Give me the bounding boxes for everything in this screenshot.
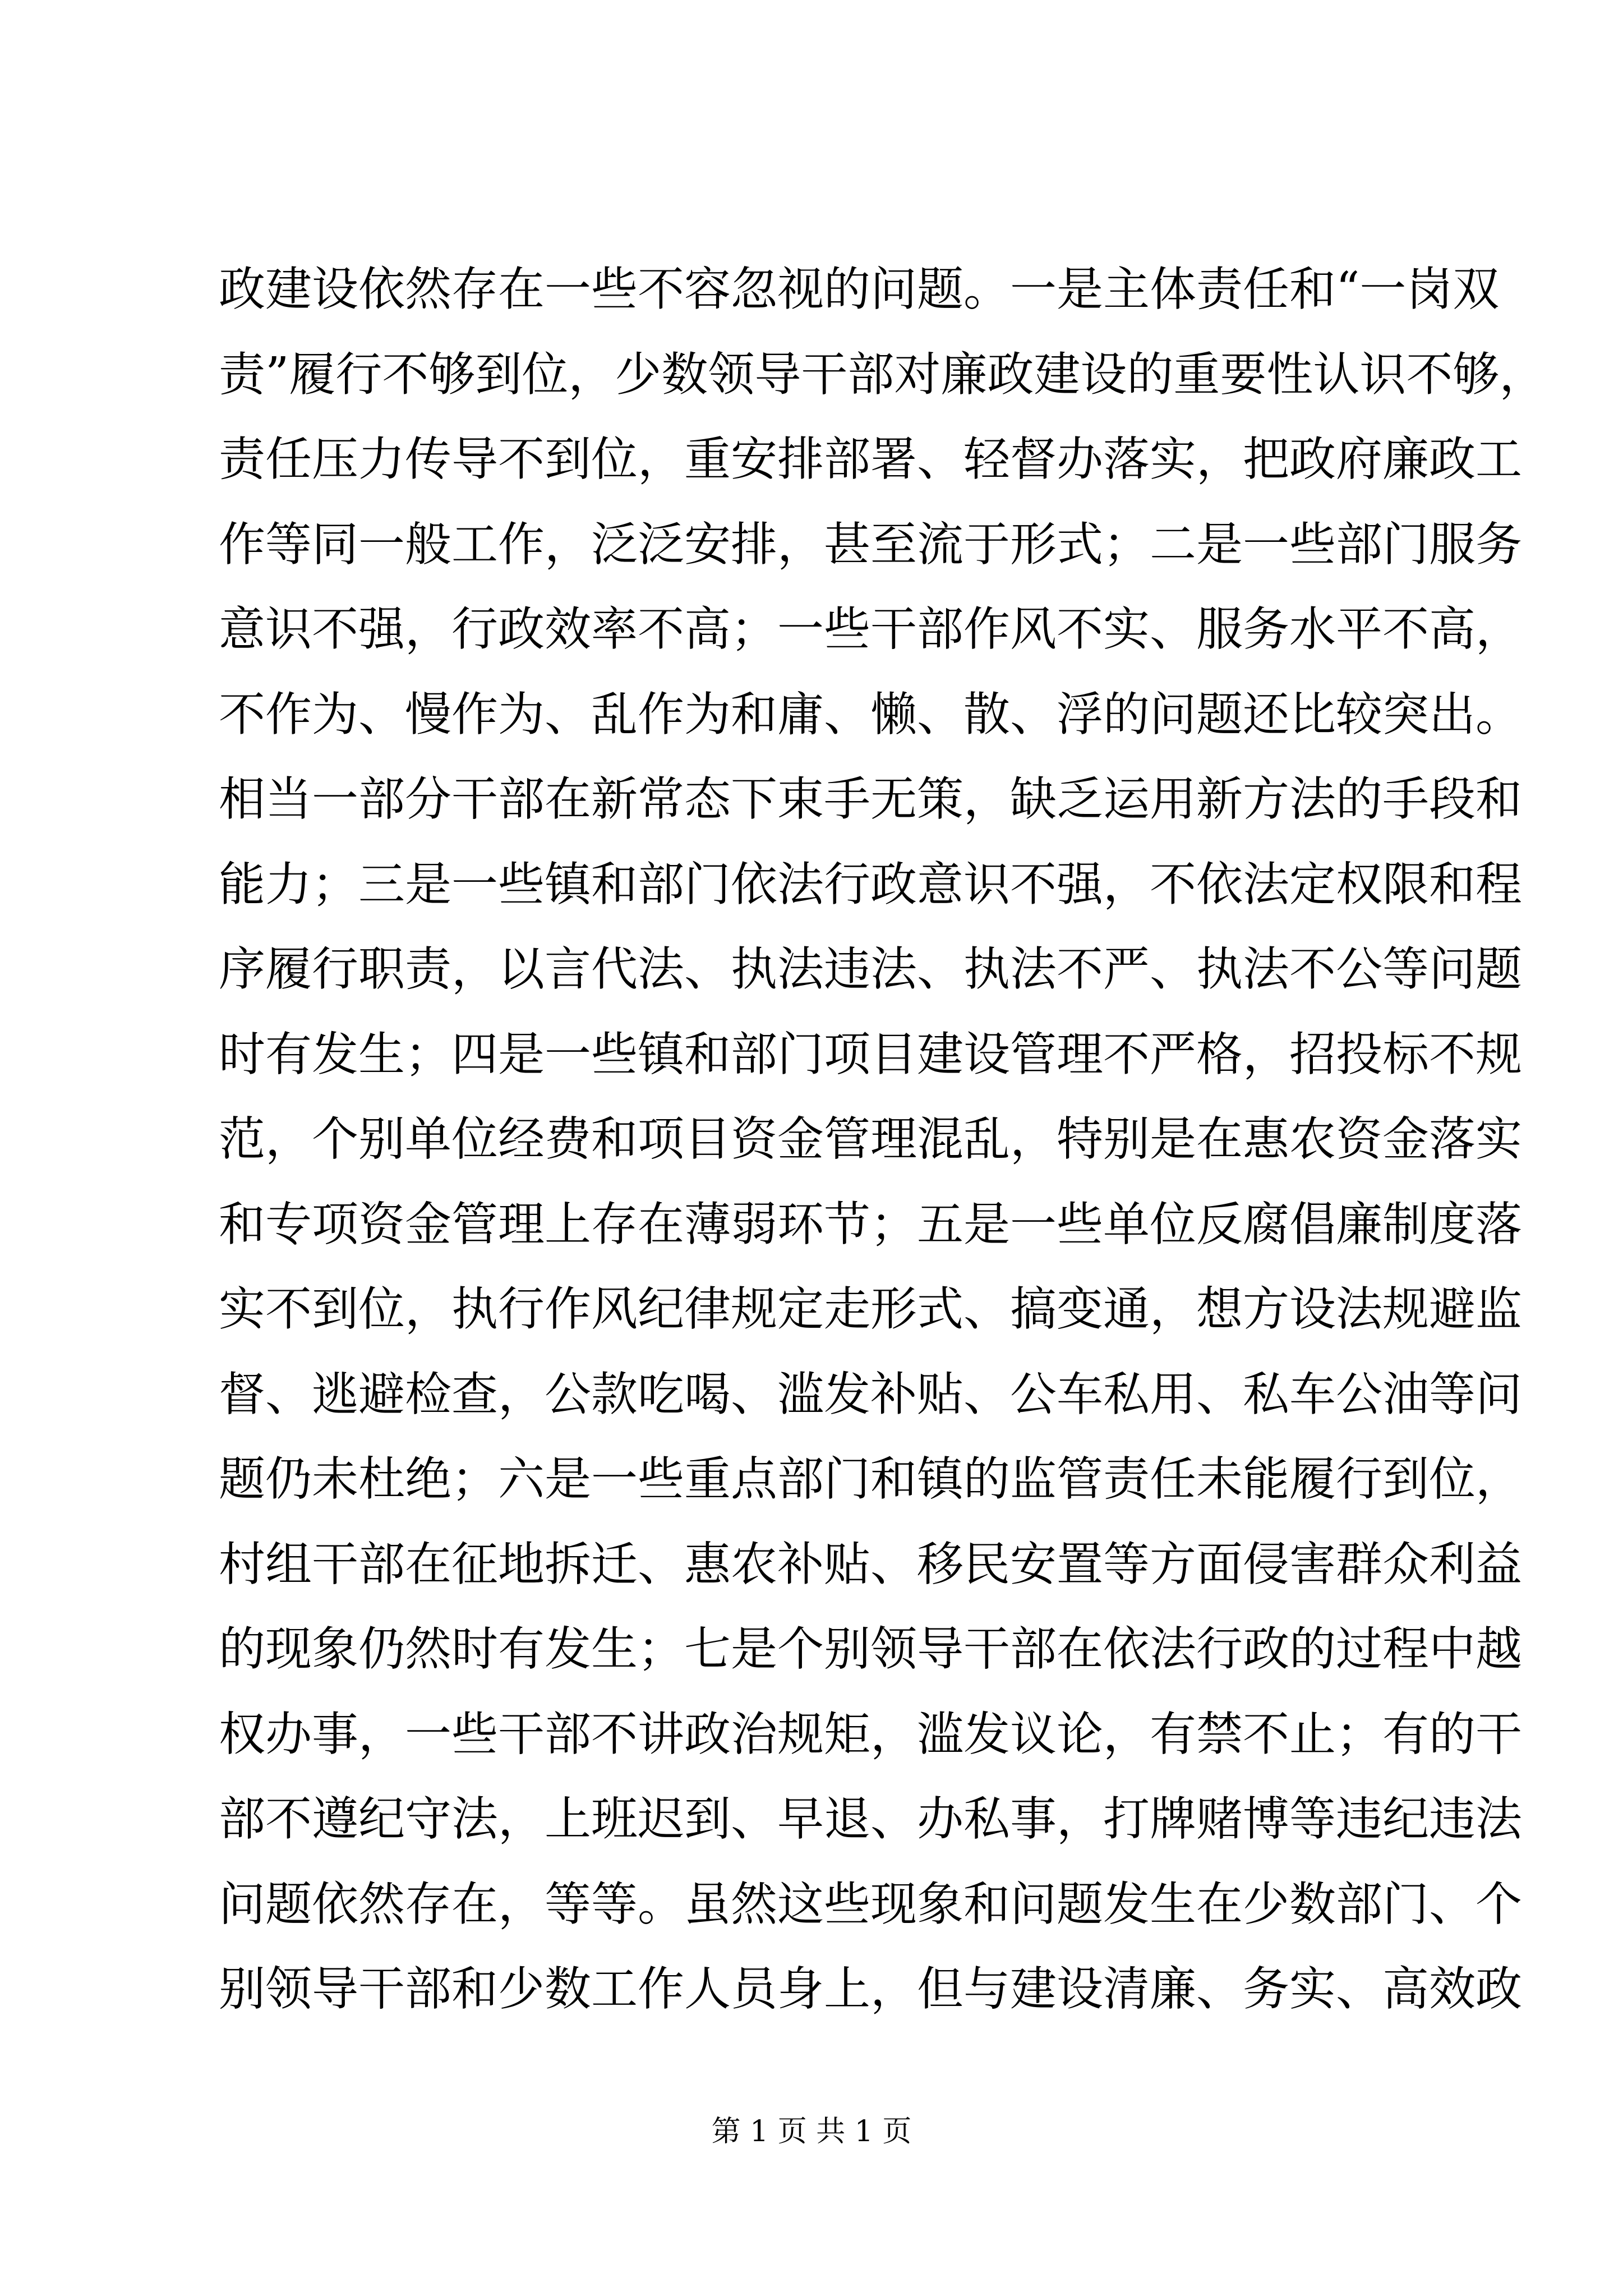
text-line: 序履行职责，以言代法、执法违法、执法不严、执法不公等问题 xyxy=(219,942,1522,996)
text-line: 范，个别单位经费和项目资金管理混乱，特别是在惠农资金落实 xyxy=(219,1112,1522,1166)
text-line: 别领导干部和少数工作人员身上，但与建设清廉、务实、高效政 xyxy=(219,1962,1522,2016)
text-line: 责任压力传导不到位，重安排部署、轻督办落实，把政府廉政工 xyxy=(219,432,1522,486)
text-line: 村组干部在征地拆迁、惠农补贴、移民安置等方面侵害群众利益 xyxy=(219,1536,1522,1591)
text-line: 实不到位，执行作风纪律规定走形式、搞变通，想方设法规避监 xyxy=(219,1282,1522,1336)
page-number-footer: 第 1 页 共 1 页 xyxy=(711,2115,912,2148)
text-line: 责”履行不够到位，少数领导干部对廉政建设的重要性认识不够， xyxy=(219,347,1546,402)
text-line: 时有发生；四是一些镇和部门项目建设管理不严格，招投标不规 xyxy=(219,1027,1522,1082)
text-line: 权办事，一些干部不讲政治规矩，滥发议论，有禁不止；有的干 xyxy=(219,1706,1522,1761)
text-line: 不作为、慢作为、乱作为和庸、懒、散、浮的问题还比较突出。 xyxy=(219,687,1522,742)
text-line: 问题依然存在，等等。虽然这些现象和问题发生在少数部门、个 xyxy=(219,1876,1522,1931)
text-line: 能力；三是一些镇和部门依法行政意识不强，不依法定权限和程 xyxy=(219,857,1522,912)
text-line: 和专项资金管理上存在薄弱环节；五是一些单位反腐倡廉制度落 xyxy=(219,1197,1522,1251)
text-line: 督、逃避检查，公款吃喝、滥发补贴、公车私用、私车公油等问 xyxy=(219,1366,1522,1421)
body-paragraph xyxy=(219,247,1546,2032)
text-line: 相当一部分干部在新常态下束手无策，缺乏运用新方法的手段和 xyxy=(219,772,1522,826)
text-line: 政建设依然存在一些不容忽视的问题。一是主体责任和“一岗双 xyxy=(219,262,1500,316)
text-line: 作等同一般工作，泛泛安排，甚至流于形式；二是一些部门服务 xyxy=(219,517,1522,572)
text-line: 的现象仍然时有发生；七是个别领导干部在依法行政的过程中越 xyxy=(219,1622,1522,1676)
text-line: 部不遵纪守法，上班迟到、早退、办私事，打牌赌博等违纪违法 xyxy=(219,1792,1522,1846)
text-line: 意识不强，行政效率不高；一些干部作风不实、服务水平不高， xyxy=(219,602,1522,656)
text-line: 题仍未杜绝；六是一些重点部门和镇的监管责任未能履行到位， xyxy=(219,1452,1522,1506)
